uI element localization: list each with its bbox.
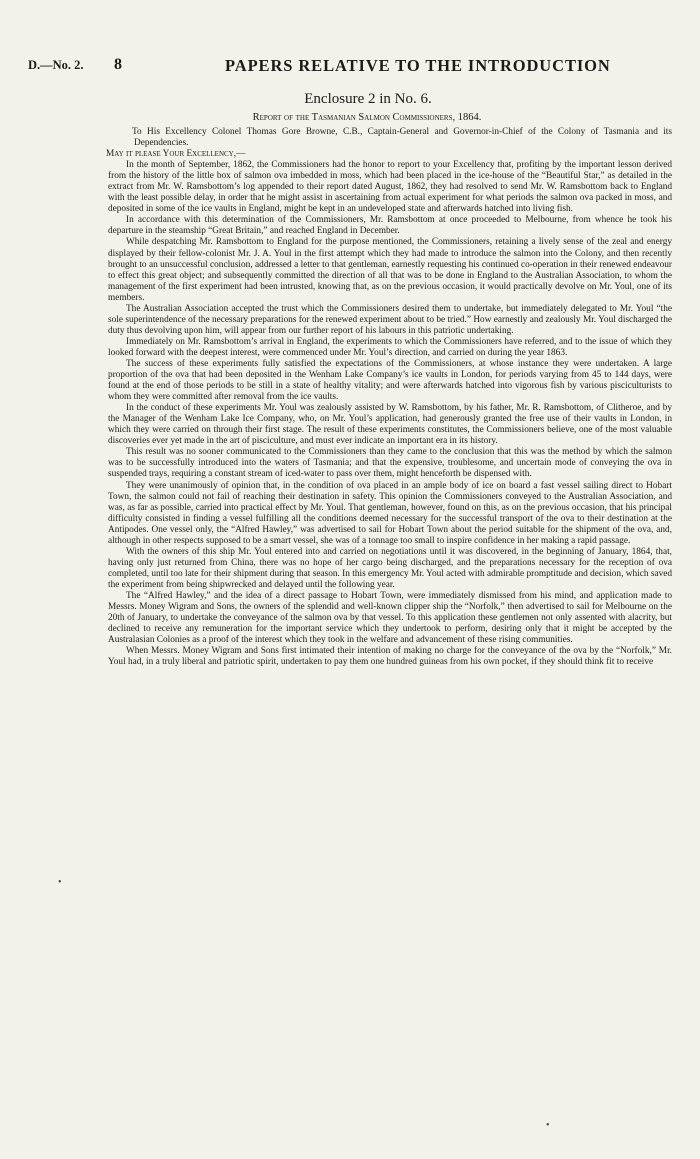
margin-mark: • (58, 877, 62, 888)
enclosure-heading: Enclosure 2 in No. 6. (304, 91, 432, 107)
page-number: 8 (114, 56, 122, 73)
running-title: PAPERS RELATIVE TO THE INTRODUCTION (225, 56, 611, 75)
address-line: To His Excellency Colonel Thomas Gore Browne, C.B., Captain-General and Governor-in-Chief of the Colony of Tasmania and its Dependencies. (132, 127, 672, 149)
paragraph: Immediately on Mr. Ramsbottom’s arrival in England, the experiments to which the Commissioners have referred, and to the issue of which they looked forward with the deepest interest, were commenced under Mr. Youl’s direction, and carried on during the year 1863. (108, 336, 672, 358)
page-header (28, 58, 680, 80)
report-subtitle-rest: of the Tasmanian Salmon Commissioners, 1864. (284, 112, 482, 123)
report-subtitle-prefix: Report (252, 112, 282, 123)
paragraph: The Australian Association accepted the trust which the Commissioners desired them to undertake, but immediately delegated to Mr. Youl “the sole superintendence of the necessary preparations for the renewed experiment about to be tried.” How earnestly and zealously Mr. Youl discharged the duty thus devolving upon him, will appear from our further report of his labours in this patriotic undertaking. (108, 303, 672, 336)
paragraph: The “Alfred Hawley,” and the idea of a direct passage to Hobart Town, were immediately dismissed from his mind, and application made to Messrs. Money Wigram and Sons, the owners of the splendid and well-known clipper ship the “Norfolk,” then advertised to sail for Melbourne on the 20th of January, to undertake the conveyance of the salmon ova by that vessel. To this application these gentlemen not only assented with alacrity, but declined to receive any remuneration for the important service which they undertook to perform, desiring only that it might be accepted by the Australasian Colonies as a proof of the interest which they took in the welfare and advancement of these rising communities. (108, 590, 672, 646)
paragraph: While despatching Mr. Ramsbottom to England for the purpose mentioned, the Commissioners, retaining a lively sense of the zeal and energy displayed by their fellow-colonist Mr. J. A. Youl in the first attempt which they had made to introduce the salmon into the Colony, and then recently brought to an unsuccessful conclusion, addressed a letter to that gentleman, earnestly requesting his continued co-operation in their renewed endeavour to effect this great object; and subsequently committed the direction of all that was to be done in England to the Australian Association, to whom the management of the first experiment had been intrusted, knowing that, as on the previous occasion, it would practically devolve on Mr. Youl, one of its members. (108, 237, 672, 303)
report-subtitle (0, 112, 700, 123)
paragraph: In the conduct of these experiments Mr. Youl was zealously assisted by W. Ramsbottom, by his father, Mr. R. Ramsbottom, of Clitheroe, and by the Manager of the Wenham Lake Ice Company, who, on Mr. Youl’s application, had generously granted the free use of their vaults in London, in which they were carried on through their first stage. The result of these experiments constitutes, the Commissioners believe, one of the most valuable discoveries ever yet made in the art of pisciculture, and must ever indicate an important era in its history. (108, 403, 672, 447)
paragraph: In accordance with this determination of the Commissioners, Mr. Ramsbottom at once proceeded to Melbourne, from whence he took his departure in the steamship “Great Britain,” and reached England in December. (108, 215, 672, 237)
paragraph: When Messrs. Money Wigram and Sons first intimated their intention of making no charge for the conveyance of the ova by the “Norfolk,” Mr. Youl had, in a truly liberal and patriotic spirit, undertaken to pay them one hundred guineas from his own pocket, if they should think fit to receive (108, 646, 672, 668)
salutation: May it please Your Excellency,— (106, 149, 246, 160)
document-reference: D.—No. 2. (28, 58, 84, 72)
paragraph: With the owners of this ship Mr. Youl entered into and carried on negotiations until it was discovered, in the beginning of January, 1864, that, having only just returned from China, there was no hope of her cargo being discharged, and the preparations necessary for the reception of ova completed, until too late for their shipment during that season. In this emergency Mr. Youl acted with admirable promptitude and decision, which saved the experiment from being shipwrecked and delayed until the following year. (108, 546, 672, 590)
paragraph: The success of these experiments fully satisfied the expectations of the Commissioners, at whose instance they were undertaken. A large proportion of the ova that had been deposited in the Wenham Lake Company’s ice vaults in London, for periods varying from 45 to 144 days, were found at the end of those periods to be still in a state of healthy vitality; and were afterwards hatched into vigorous fish by various pisciculturists to whom they were committed after removal from the ice vaults. (108, 358, 672, 403)
paragraph: They were unanimously of opinion that, in the condition of ova placed in an ample body of ice on board a fast vessel sailing direct to Hobart Town, the salmon could not fail of reaching their destination in safety. This opinion the Commissioners conveyed to the Australian Association, and was, as far as possible, carried into practical effect by Mr. Youl. That gentleman, however, found on this, as on the previous occasion, that his principal difficulty consisted in finding a vessel fulfilling all the conditions deemed necessary for the successful transport of the ova to their destination at the Antipodes. One vessel only, the “Alfred Hawley,” was advertised to sail for Hobart Town about the period suitable for the shipment of the ova, and, although in other respects supposed to be a smart vessel, she was of a tonnage too small to inspire confidence in her making a rapid passage. (108, 480, 672, 546)
margin-mark: • (546, 1120, 550, 1131)
paragraph: In the month of September, 1862, the Commissioners had the honor to report to your Excellency that, profiting by the important lesson derived from the history of the little box of salmon ova imbedded in moss, which had been placed in the ice-house of the “Beautiful Star,” as detailed in the extract from Mr. W. Ramsbottom’s log appended to their report dated August, 1862, they had resolved to send Mr. W. Ramsbottom back to England with the least possible delay, in order that he might assist in ascertaining from actual experiment for what periods the salmon ova packed in moss, and deposited in some of the ice vaults in England, might be kept in an undeveloped state and afterwards hatched into living fish. (108, 160, 672, 215)
report-body (108, 127, 672, 668)
paragraph: This result was no sooner communicated to the Commissioners than they came to the conclusion that this was the method by which the salmon was to be successfully introduced into the waters of Tasmania; and that the expensive, troublesome, and uncertain mode of conveying the ova in suspended trays, requiring a constant stream of iced-water to pass over them, might henceforth be dispensed with. (108, 447, 672, 480)
